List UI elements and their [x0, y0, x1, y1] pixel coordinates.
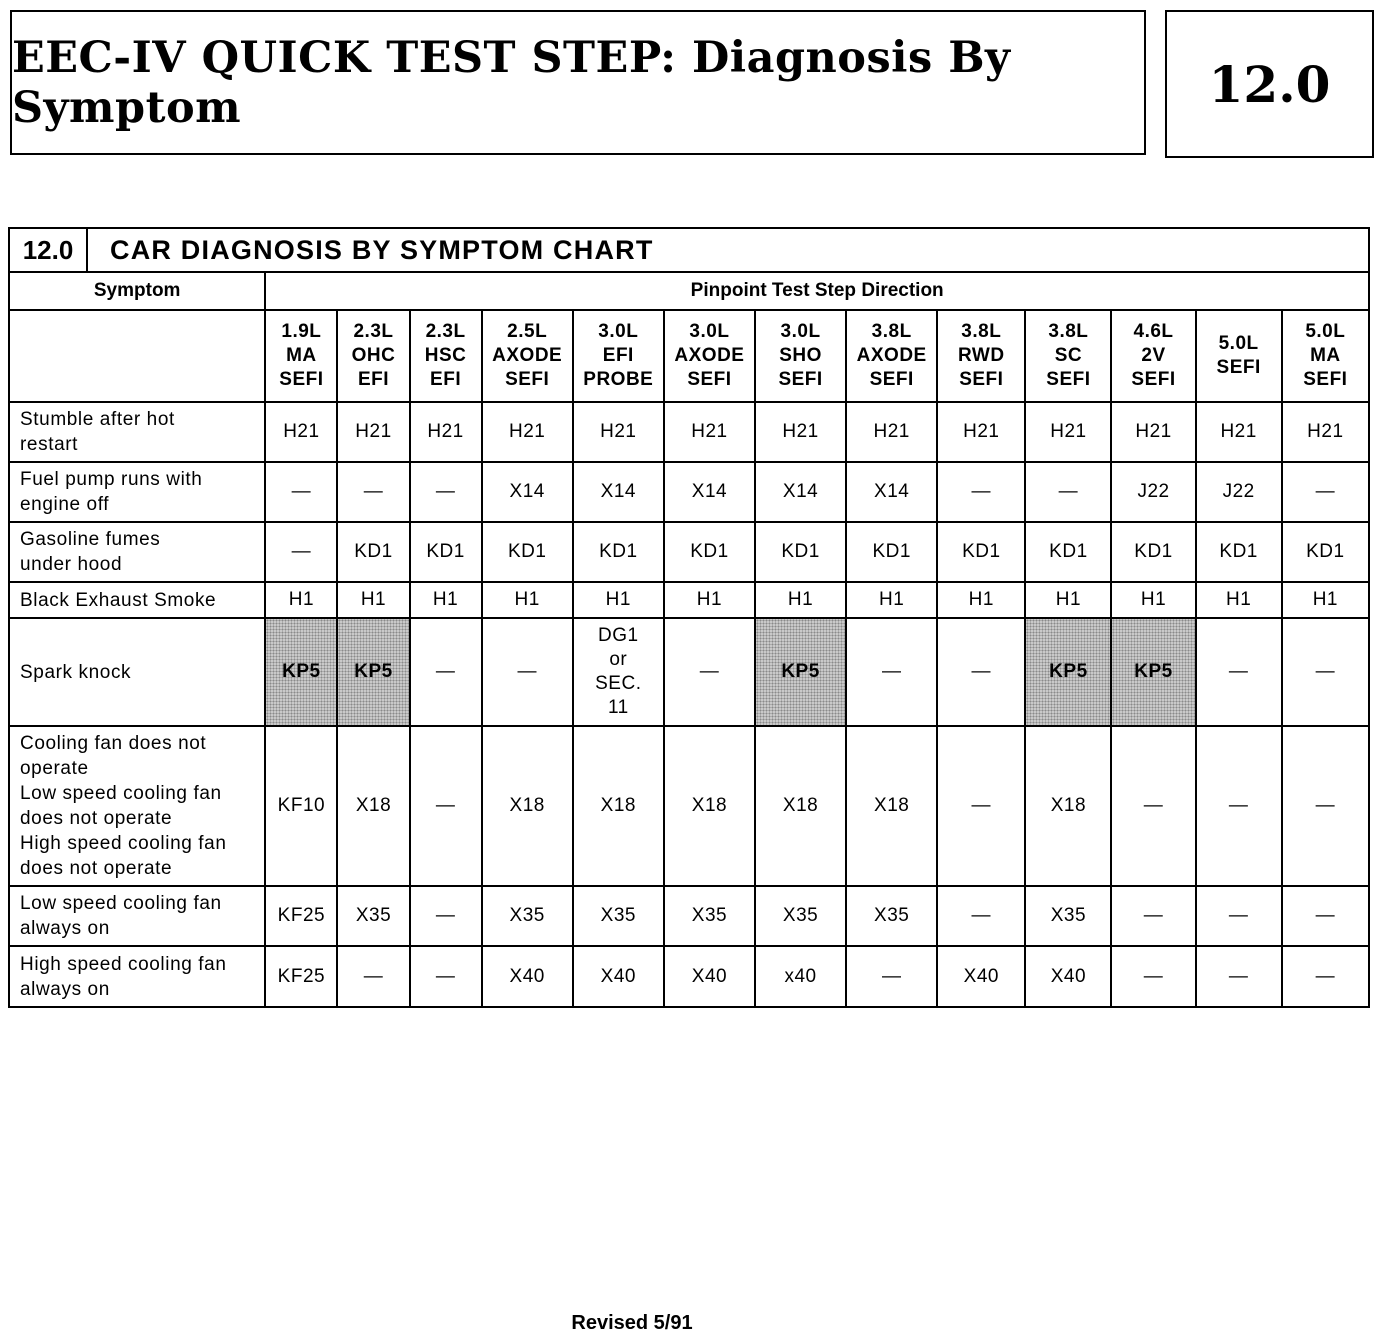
engine-header-line: SC [1054, 345, 1083, 366]
test-step-cell: — [1025, 462, 1111, 522]
symptom-text: Spark knock [20, 661, 132, 683]
test-step-cell: H1 [664, 582, 755, 618]
symptom-text: Black Exhaust Smoke [20, 589, 217, 611]
test-step-cell: KD1 [573, 522, 664, 582]
symptom-text: does not operate [20, 858, 173, 879]
test-step-cell: H1 [573, 582, 664, 618]
test-step-cell: — [1111, 886, 1195, 946]
engine-header-line: SEFI [687, 369, 732, 390]
test-step-cell: X35 [482, 886, 573, 946]
test-step-cell: X14 [482, 462, 573, 522]
test-step-cell: H21 [1282, 402, 1368, 462]
chart-title: CAR DIAGNOSIS BY SYMPTOM CHART [110, 234, 654, 265]
engine-header-line: 4.6L [1133, 321, 1174, 342]
symptom-cell [10, 618, 265, 726]
symptom-cell [10, 522, 265, 582]
test-step-cell: H21 [1025, 402, 1111, 462]
test-step-cell: KD1 [755, 522, 846, 582]
engine-header-line: EFI [430, 369, 462, 390]
table-row [10, 522, 1368, 582]
test-step-cell: X35 [1025, 886, 1111, 946]
test-step-cell: — [265, 462, 337, 522]
engine-header-line: 5.0L [1218, 333, 1259, 354]
test-step-cell: — [410, 946, 482, 1006]
test-step-cell: H21 [846, 402, 937, 462]
test-step-cell: — [410, 462, 482, 522]
test-step-cell: H1 [482, 582, 573, 618]
engine-header-line: 3.8L [961, 321, 1002, 342]
engine-header [937, 310, 1025, 402]
test-step-cell: — [410, 726, 482, 886]
engine-header-line: 2.3L [353, 321, 394, 342]
test-step-cell: KP5 [1111, 618, 1195, 726]
engine-header-line: SEFI [1216, 357, 1261, 378]
engine-header-line: PROBE [583, 369, 654, 390]
symptom-text: Low speed cooling fan [20, 783, 222, 804]
engine-header [1111, 310, 1195, 402]
symptom-table [10, 273, 1368, 1006]
engine-header-line: SEFI [505, 369, 550, 390]
test-step-cell: X35 [664, 886, 755, 946]
test-step-cell: H21 [573, 402, 664, 462]
engine-header-line: SEFI [869, 369, 914, 390]
engine-header-line: AXODE [856, 345, 927, 366]
engine-header-line: 2V [1141, 345, 1166, 366]
engine-header [482, 310, 573, 402]
test-step-cell: H1 [1196, 582, 1282, 618]
test-step-cell: H1 [410, 582, 482, 618]
symptom-text: engine off [20, 494, 110, 515]
test-step-cell: H1 [265, 582, 337, 618]
test-step-cell: — [1282, 886, 1368, 946]
test-step-cell: — [1111, 726, 1195, 886]
test-step-cell: KD1 [664, 522, 755, 582]
test-step-cell: H21 [755, 402, 846, 462]
test-step-cell: x40 [755, 946, 846, 1006]
symptom-text: under hood [20, 554, 123, 575]
engine-header-line: SEFI [1046, 369, 1091, 390]
table-row [10, 618, 1368, 726]
engine-header [410, 310, 482, 402]
test-step-cell: X18 [482, 726, 573, 886]
test-step-cell: KF10 [265, 726, 337, 886]
test-step-cell: — [337, 946, 409, 1006]
chart-header [10, 229, 1368, 273]
table-row [10, 946, 1368, 1006]
symptom-column-header: Symptom [10, 273, 265, 310]
engine-header-line: MA [286, 345, 317, 366]
test-step-cell: H1 [846, 582, 937, 618]
symptom-text: Stumble after hot [20, 409, 175, 430]
engine-header-line: SEFI [1131, 369, 1176, 390]
test-step-cell: KD1 [1196, 522, 1282, 582]
test-step-cell: X18 [573, 726, 664, 886]
test-step-cell: — [937, 618, 1025, 726]
test-step-cell: H21 [410, 402, 482, 462]
chart-section-number: 12.0 [10, 229, 88, 271]
test-step-cell: X40 [937, 946, 1025, 1006]
engine-header-line: OHC [351, 345, 396, 366]
engine-header-row [10, 310, 1368, 402]
engine-header-line: MA [1310, 345, 1341, 366]
engine-header [1025, 310, 1111, 402]
engine-header-line: 3.0L [689, 321, 730, 342]
test-step-cell: — [937, 462, 1025, 522]
test-step-cell: KP5 [265, 618, 337, 726]
test-step-cell: X35 [337, 886, 409, 946]
engine-header-line: 5.0L [1305, 321, 1346, 342]
test-step-cell: — [1282, 618, 1368, 726]
symptom-text: Fuel pump runs with [20, 469, 203, 490]
test-step-text: or [609, 649, 628, 670]
engine-header-line: 3.8L [1048, 321, 1089, 342]
test-step-cell: — [1111, 946, 1195, 1006]
test-step-cell: X14 [573, 462, 664, 522]
engine-header-line: HSC [424, 345, 467, 366]
engine-header-line: EFI [602, 345, 634, 366]
engine-header-line: 2.3L [425, 321, 466, 342]
engine-header-line: 3.0L [598, 321, 639, 342]
symptom-text: operate [20, 758, 89, 779]
engine-header-line: 2.5L [507, 321, 548, 342]
test-step-cell: X40 [1025, 946, 1111, 1006]
test-step-cell: — [1196, 618, 1282, 726]
symptom-text: restart [20, 434, 79, 455]
test-step-cell: — [410, 886, 482, 946]
test-step-cell: — [1196, 946, 1282, 1006]
test-step-cell: X35 [573, 886, 664, 946]
engine-header [846, 310, 937, 402]
engine-header-line: SEFI [1303, 369, 1348, 390]
symptom-cell [10, 726, 265, 886]
table-row [10, 462, 1368, 522]
test-step-cell: X14 [846, 462, 937, 522]
test-step-cell: KD1 [1282, 522, 1368, 582]
table-row [10, 726, 1368, 886]
test-step-cell: — [1282, 726, 1368, 886]
engine-header-line: SEFI [959, 369, 1004, 390]
test-step-text: DG1 [598, 625, 639, 646]
symptom-text: Low speed cooling fan [20, 893, 222, 914]
test-step-cell: X18 [337, 726, 409, 886]
test-step-cell [573, 618, 664, 726]
engine-header-line: RWD [958, 345, 1005, 366]
test-step-cell: J22 [1196, 462, 1282, 522]
test-step-cell: X18 [1025, 726, 1111, 886]
engine-header-line: SHO [779, 345, 822, 366]
test-step-cell: — [846, 946, 937, 1006]
test-step-cell: — [937, 726, 1025, 886]
test-step-cell: J22 [1111, 462, 1195, 522]
test-step-cell: H1 [1111, 582, 1195, 618]
test-step-cell: KD1 [937, 522, 1025, 582]
test-step-cell: X18 [664, 726, 755, 886]
test-step-cell: KD1 [1111, 522, 1195, 582]
test-step-cell: H21 [482, 402, 573, 462]
test-step-cell: X40 [664, 946, 755, 1006]
test-step-cell: KD1 [410, 522, 482, 582]
test-step-cell: — [664, 618, 755, 726]
test-step-cell: — [1282, 462, 1368, 522]
symptom-cell [10, 886, 265, 946]
test-step-cell: H21 [1111, 402, 1195, 462]
test-step-cell: X40 [573, 946, 664, 1006]
test-step-cell: H21 [265, 402, 337, 462]
test-step-cell: KF25 [265, 946, 337, 1006]
symptom-text: does not operate [20, 808, 173, 829]
test-step-cell: H1 [337, 582, 409, 618]
symptom-cell [10, 946, 265, 1006]
engine-header [755, 310, 846, 402]
test-step-cell: — [937, 886, 1025, 946]
symptom-text: Cooling fan does not [20, 733, 207, 754]
symptom-text: always on [20, 918, 110, 939]
page-title: EEC-IV QUICK TEST STEP: Diagnosis By Symptom [12, 32, 1011, 133]
engine-header-line: AXODE [674, 345, 745, 366]
direction-column-header: Pinpoint Test Step Direction [265, 273, 1368, 310]
engine-header-line: AXODE [492, 345, 563, 366]
test-step-cell: H1 [937, 582, 1025, 618]
table-row [10, 886, 1368, 946]
test-step-cell: X35 [755, 886, 846, 946]
test-step-cell: KD1 [1025, 522, 1111, 582]
test-step-cell: KD1 [846, 522, 937, 582]
engine-header-line: SEFI [778, 369, 823, 390]
test-step-text: SEC. [595, 673, 642, 694]
test-step-cell: — [1196, 886, 1282, 946]
symptom-cell [10, 582, 265, 618]
test-step-cell: H21 [1196, 402, 1282, 462]
test-step-cell: H21 [337, 402, 409, 462]
test-step-text: 11 [607, 697, 629, 718]
section-number-box [1165, 10, 1374, 158]
test-step-cell: X14 [664, 462, 755, 522]
engine-header-line: 3.8L [871, 321, 912, 342]
table-row [10, 582, 1368, 618]
engine-header-line: 3.0L [780, 321, 821, 342]
test-step-cell: X18 [755, 726, 846, 886]
symptom-cell [10, 462, 265, 522]
engine-header-line: SEFI [279, 369, 324, 390]
table-row [10, 402, 1368, 462]
test-step-cell: — [265, 522, 337, 582]
symptom-chart [8, 227, 1370, 1008]
test-step-cell: H1 [1282, 582, 1368, 618]
test-step-cell: — [846, 618, 937, 726]
test-step-cell: H21 [664, 402, 755, 462]
symptom-cell [10, 402, 265, 462]
test-step-cell: H1 [755, 582, 846, 618]
test-step-cell: H21 [937, 402, 1025, 462]
test-step-cell: X14 [755, 462, 846, 522]
test-step-cell: — [1196, 726, 1282, 886]
revision-text: Revised 5/91 [571, 1312, 693, 1334]
engine-header-line: EFI [357, 369, 390, 390]
symptom-text: High speed cooling fan [20, 953, 227, 975]
engine-header [1196, 310, 1282, 402]
test-step-cell: X40 [482, 946, 573, 1006]
test-step-cell: KP5 [755, 618, 846, 726]
test-step-cell: X35 [846, 886, 937, 946]
table-top-header-row [10, 273, 1368, 310]
engine-header [573, 310, 664, 402]
test-step-cell: — [410, 618, 482, 726]
engine-header-blank [10, 310, 265, 402]
page-title-box [10, 10, 1146, 155]
engine-header [265, 310, 337, 402]
test-step-cell: X18 [846, 726, 937, 886]
test-step-cell: KP5 [1025, 618, 1111, 726]
symptom-text: Gasoline fumes [20, 529, 161, 550]
test-step-cell: KF25 [265, 886, 337, 946]
test-step-cell: KD1 [482, 522, 573, 582]
engine-header-line: 1.9L [281, 321, 322, 342]
test-step-cell: — [1282, 946, 1368, 1006]
engine-header [1282, 310, 1368, 402]
test-step-cell: — [482, 618, 573, 726]
test-step-cell: KP5 [337, 618, 409, 726]
test-step-cell: KD1 [337, 522, 409, 582]
test-step-cell: H1 [1025, 582, 1111, 618]
symptom-text: High speed cooling fan [20, 833, 227, 854]
test-step-cell: — [337, 462, 409, 522]
engine-header [664, 310, 755, 402]
section-number: 12.0 [1208, 54, 1331, 114]
symptom-text: always on [20, 978, 110, 1000]
engine-header [337, 310, 409, 402]
